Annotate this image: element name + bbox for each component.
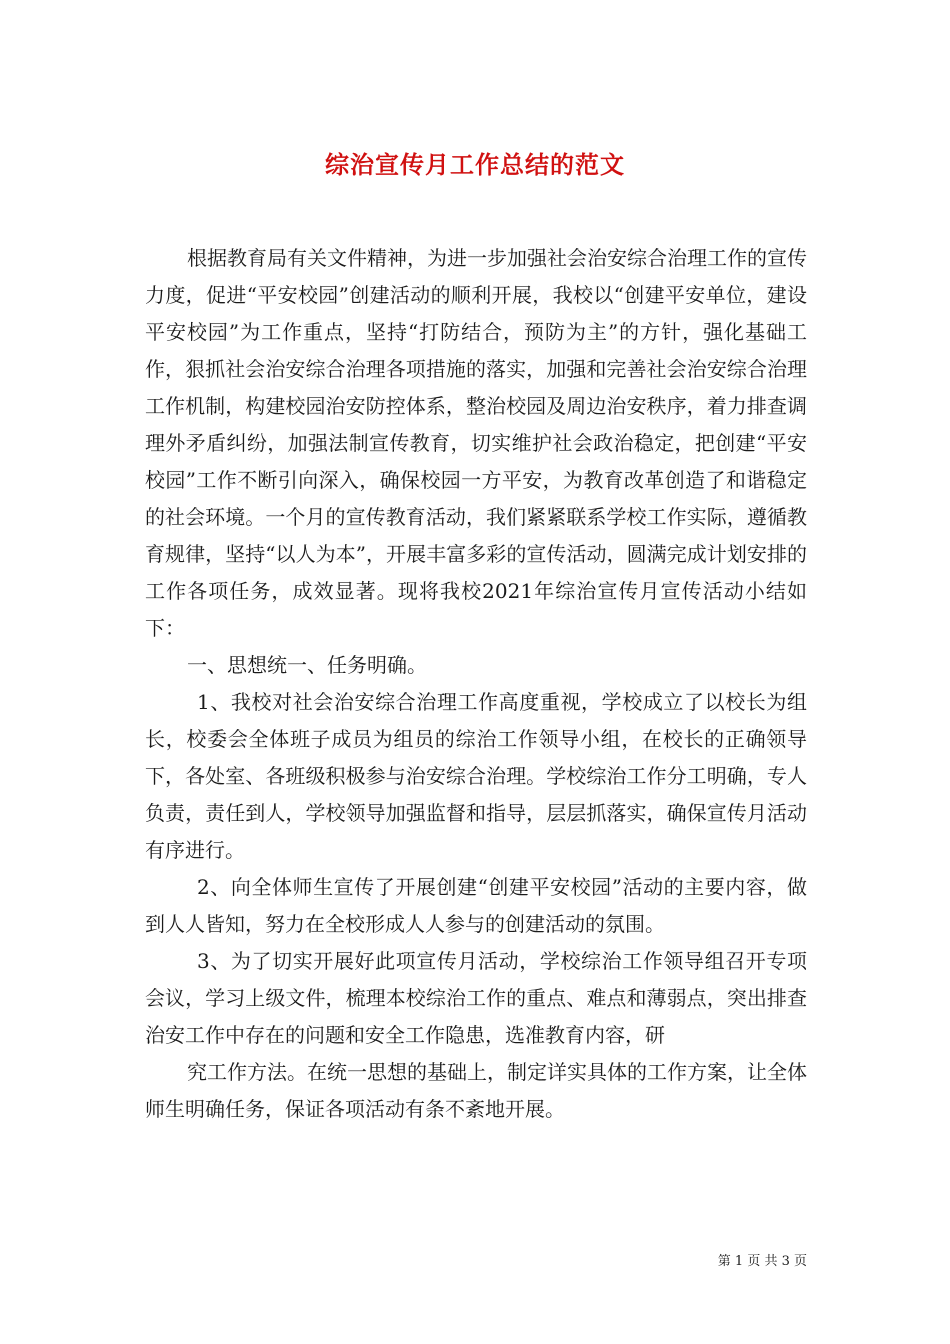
paragraph-section-heading: 一、思想统一、任务明确。 <box>187 653 427 677</box>
paragraph-intro: 根据教育局有关文件精神，为进一步加强社会治安综合治理工作的宣传力度，促进“平安校园”创建活动的顺利开展，我校以“创建平安单位，建设平安校园”为工作重点，坚持“打防结合，预防为主”的方针，强化基础工作，狠抓社会治安综合治理各项措施的落实，加强和完善社会治安综合治理工作机制，构建校园治安防控体系，整治校园及周边治安秩序，着力排查调理外矛盾纠纷，加强法制宣传教育，切实维护社会政治稳定，把创建“平安校园”工作不断引向深入，确保校园一方平安，为教育改革创造了和谐稳定的社会环境。一个月的宣传教育活动，我们紧紧联系学校工作实际，遵循教育规律，坚持“以人为本”，开展丰富多彩的宣传活动，圆满完成计划安排的工作各项任务，成效显著。现将我校2021年综治宣传月宣传活动小结如下： <box>145 246 807 640</box>
document-body <box>145 240 807 1128</box>
paragraph-item-1: 1、我校对社会治安综合治理工作高度重视，学校成立了以校长为组长，校委会全体班子成员为组员的综治工作领导小组，在校长的正确领导下，各处室、各班级积极参与治安综合治理。学校综治工作分工明确，专人负责，责任到人，学校领导加强监督和指导，层层抓落实，确保宣传月活动有序进行。 <box>145 690 807 862</box>
document-title: 综治宣传月工作总结的范文 <box>325 150 625 180</box>
paragraph-item-2: 2、向全体师生宣传了开展创建“创建平安校园”活动的主要内容，做到人人皆知，努力在全校形成人人参与的创建活动的氛围。 <box>145 875 807 936</box>
paragraph-item-3: 3、为了切实开展好此项宣传月活动，学校综治工作领导组召开专项会议，学习上级文件，梳理本校综治工作的重点、难点和薄弱点，突出排查治安工作中存在的问题和安全工作隐患，选准教育内容，研 <box>145 949 807 1047</box>
paragraph-continuation: 究工作方法。在统一思想的基础上，制定详实具体的工作方案，让全体师生明确任务，保证各项活动有条不紊地开展。 <box>145 1060 807 1121</box>
page-number-footer: 第 1 页 共 3 页 <box>717 1254 807 1269</box>
